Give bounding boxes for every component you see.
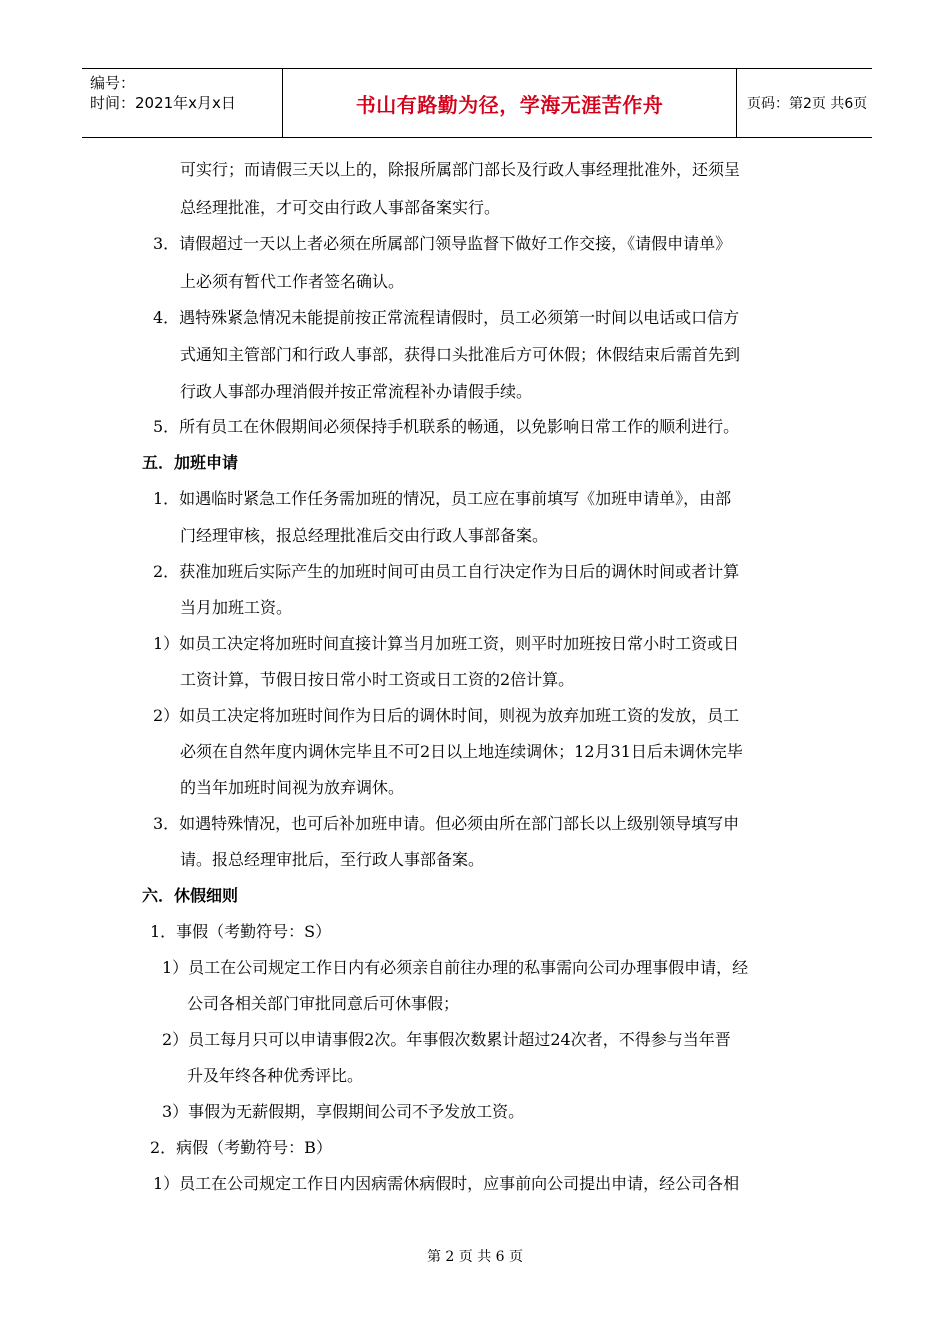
header-meta [82,69,282,137]
sub-item-1: 1）员工在公司规定工作日内有必须亲自前往办理的私事需向公司办理事假申请，经 [162,958,749,977]
header-motto: 书山有路勤为径，学海无涯苦作舟 [282,69,737,137]
list-item-2: 2．获准加班后实际产生的加班时间可由员工自行决定作为日后的调休时间或者计算 [153,562,740,581]
section-heading-6: 六．休假细则 [142,886,239,905]
number-label: 编号： [90,74,136,92]
list-item-4: 4．遇特殊紧急情况未能提前按正常流程请假时，员工必须第一时间以电话或口信方 [153,308,740,327]
paragraph-line: 行政人事部办理消假并按正常流程补办请假手续。 [180,382,533,401]
section-heading-5: 五．加班申请 [142,453,239,472]
list-item-3: 3．请假超过一天以上者必须在所属部门领导监督下做好工作交接，《请假申请单》 [153,234,732,253]
sub-item-3: 3）事假为无薪假期，享假期间公司不予发放工资。 [162,1102,525,1121]
list-item-1: 1．如遇临时紧急工作任务需加班的情况，员工应在事前填写《加班申请单》，由部 [153,489,732,508]
sub-item-1: 1）如员工决定将加班时间直接计算当月加班工资，则平时加班按日常小时工资或日 [153,634,740,653]
list-item-2: 2．病假（考勤符号：B） [150,1138,332,1157]
paragraph-line: 当月加班工资。 [180,598,293,617]
paragraph-line: 升及年终各种优秀评比。 [187,1066,364,1085]
sub-item-1: 1）员工在公司规定工作日内因病需休病假时，应事前向公司提出申请，经公司各相 [153,1174,740,1193]
list-item-1: 1．事假（考勤符号：S） [150,922,332,941]
paragraph-line: 上必须有暂代工作者签名确认。 [180,272,405,291]
list-item-3: 3．如遇特殊情况，也可后补加班申请。但必须由所在部门部长以上级别领导填写申 [153,814,740,833]
sub-item-2: 2）员工每月只可以申请事假2次。年事假次数累计超过24次者，不得参与当年晋 [162,1030,731,1049]
paragraph-line: 门经理审核，报总经理批准后交由行政人事部备案。 [180,526,549,545]
paragraph-line: 必须在自然年度内调休完毕且不可2日以上地连续调休；12月31日后未调休完毕 [180,742,743,761]
page-footer: 第 2 页 共 6 页 [426,1249,524,1265]
paragraph-line: 式通知主管部门和行政人事部，获得口头批准后方可休假；休假结束后需首先到 [180,345,741,364]
sub-item-2: 2）如员工决定将加班时间作为日后的调休时间，则视为放弃加班工资的发放，员工 [153,706,740,725]
paragraph-line: 工资计算，节假日按日常小时工资或日工资的2倍计算。 [180,670,575,689]
header-page-info: 页码：第2页 共6页 [747,96,868,112]
list-item-5: 5．所有员工在休假期间必须保持手机联系的畅通，以免影响日常工作的顺利进行。 [153,417,740,436]
header-table [82,68,872,138]
paragraph-line: 总经理批准，才可交由行政人事部备案实行。 [180,198,501,217]
paragraph-line: 的当年加班时间视为放弃调休。 [180,778,405,797]
paragraph-line: 公司各相关部门审批同意后可休事假； [187,994,460,1013]
time-label: 时间：2021年x月x日 [90,94,236,112]
paragraph-line: 可实行；而请假三天以上的，除报所属部门部长及行政人事经理批准外，还须呈 [180,160,741,179]
paragraph-line: 请。报总经理审批后，至行政人事部备案。 [180,850,485,869]
